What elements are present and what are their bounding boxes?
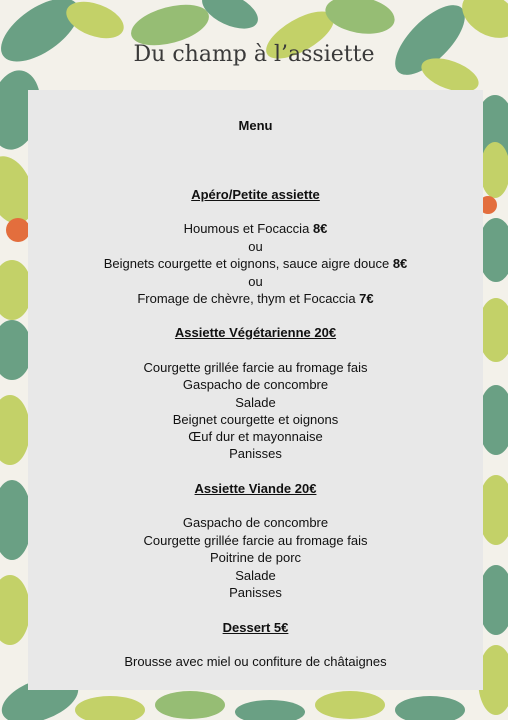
menu-item: Gaspacho de concombre (182, 515, 329, 530)
menu-item: Salade (235, 568, 276, 583)
page-title: Du champ à l’assiette (133, 42, 375, 67)
menu-item: Courgette grillée farcie au fromage fais (143, 360, 368, 375)
menu-item: Salade (235, 395, 276, 410)
menu-item: Beignets courgette et oignons, sauce aigre douce 8€ (103, 256, 408, 271)
menu-item: Courgette grillée farcie au fromage fais (143, 533, 368, 548)
menu-item: Œuf dur et mayonnaise (188, 429, 323, 444)
section-heading-apero: Apéro/Petite assiette (191, 187, 320, 202)
menu-item: Poitrine de porc (209, 550, 302, 565)
menu-title: Menu (238, 118, 273, 133)
menu-item: Gaspacho de concombre (182, 377, 329, 392)
menu-item: Brousse avec miel ou confiture de châtaignes (124, 654, 387, 669)
section-heading-vegetarienne: Assiette Végétarienne 20€ (174, 325, 337, 340)
price: 7€ (359, 291, 374, 306)
menu-item: Panisses (229, 585, 282, 600)
menu-item: Houmous et Focaccia 8€ (183, 221, 328, 236)
menu-separator: ou (248, 239, 263, 254)
menu-separator: ou (248, 274, 263, 289)
price: 8€ (312, 221, 328, 236)
section-heading-dessert: Dessert 5€ (222, 620, 289, 635)
menu-item: Panisses (229, 446, 282, 461)
price: 8€ (392, 256, 408, 271)
menu-item: Beignet courgette et oignons (172, 412, 339, 427)
section-heading-viande: Assiette Viande 20€ (194, 481, 317, 496)
menu-item: Fromage de chèvre, thym et Focaccia 7€ (137, 291, 374, 306)
